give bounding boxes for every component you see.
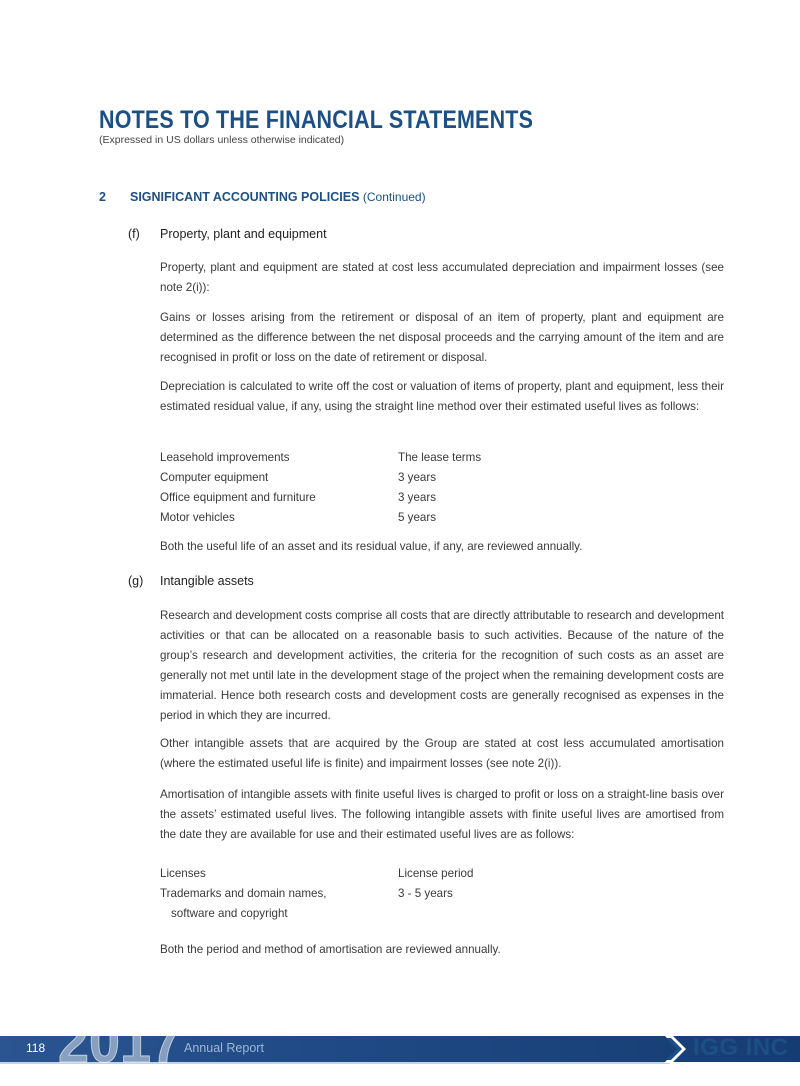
asset-name: Motor vehicles — [160, 511, 235, 524]
paragraph-g-4: Both the period and method of amortisation are reviewed annually. — [160, 943, 501, 956]
subsection-g-heading — [128, 574, 254, 588]
page-subtitle: (Expressed in US dollars unless otherwise indicated) — [99, 134, 345, 146]
chevron-right-icon — [662, 1035, 690, 1063]
useful-life: License period — [398, 867, 474, 880]
year-logo — [58, 1012, 182, 1064]
amortisation-table — [160, 864, 724, 924]
subsection-f-letter: (f) — [128, 227, 140, 241]
subsection-g-title: Intangible assets — [160, 574, 254, 588]
useful-life: 5 years — [398, 511, 437, 524]
table-row — [160, 904, 724, 924]
section-title: SIGNIFICANT ACCOUNTING POLICIES — [130, 190, 360, 204]
depreciation-table — [160, 448, 724, 528]
year-text: 2017 — [58, 1012, 182, 1064]
asset-name: Leasehold improvements — [160, 451, 290, 464]
asset-name-continued: software and copyright — [171, 907, 288, 920]
subsection-f-title: Property, plant and equipment — [160, 227, 327, 241]
asset-name: Licenses — [160, 867, 206, 880]
paragraph-f-4: Both the useful life of an asset and its residual value, if any, are reviewed annually. — [160, 540, 583, 553]
paragraph-f-1: Property, plant and equipment are stated at cost less accumulated depreciation and impairment losses (see note 2(i)): — [160, 261, 724, 294]
subsection-g-letter: (g) — [128, 574, 144, 588]
paragraph-g-2: Other intangible assets that are acquired by the Group are stated at cost less accumulated amortisation (where the estimated useful life is finite) and impairment losses (see note 2(i)). — [160, 737, 724, 770]
paragraph-g-3: Amortisation of intangible assets with finite useful lives is charged to profit or loss on a straight-line basis over the assets’ estimated useful lives. The following intangible assets with finite useful lives are amortised from the date they are available for use and their estimated useful lives are as follows: — [160, 788, 724, 841]
brand-logo: IGG INC — [693, 1034, 789, 1061]
subsection-f-heading — [128, 227, 327, 241]
asset-name: Computer equipment — [160, 471, 269, 484]
useful-life: The lease terms — [398, 451, 482, 464]
section-number: 2 — [99, 190, 106, 204]
section-heading — [99, 190, 426, 204]
paragraph-f-3: Depreciation is calculated to write off the cost or valuation of items of property, plant and equipment, less their estimated residual value, if any, using the straight line method over their estimated useful lives as follows: — [160, 380, 724, 413]
section-continued: (Continued) — [362, 190, 426, 204]
table-row — [160, 468, 724, 488]
annual-report-label: Annual Report — [184, 1041, 264, 1055]
page-title: NOTES TO THE FINANCIAL STATEMENTS — [99, 106, 534, 134]
page-number: 118 — [26, 1041, 46, 1055]
paragraph-g-1: Research and development costs comprise all costs that are directly attributable to research and development activities or that can be allocated on a reasonable basis to such activities. Because of the nature of the group’s research and development activities, the criteria for the recognition of such costs as an asset are generally not met until late in the development stage of the project when the remaining development costs are immaterial. Hence both research costs and development costs are generally recognised as expenses in the period in which they are incurred. — [160, 609, 724, 722]
table-row — [160, 884, 724, 904]
asset-name: Office equipment and furniture — [160, 491, 316, 504]
table-row — [160, 864, 724, 884]
table-row — [160, 448, 724, 468]
useful-life: 3 years — [398, 491, 437, 504]
paragraph-f-2: Gains or losses arising from the retirement or disposal of an item of property, plant and equipment are determined as the difference between the net disposal proceeds and the carrying amount of the item and are recognised in profit or loss on the date of retirement or disposal. — [160, 311, 724, 364]
table-row — [160, 508, 724, 528]
useful-life: 3 - 5 years — [398, 887, 453, 900]
table-row — [160, 488, 724, 508]
asset-name: Trademarks and domain names, — [160, 887, 327, 900]
useful-life: 3 years — [398, 471, 437, 484]
